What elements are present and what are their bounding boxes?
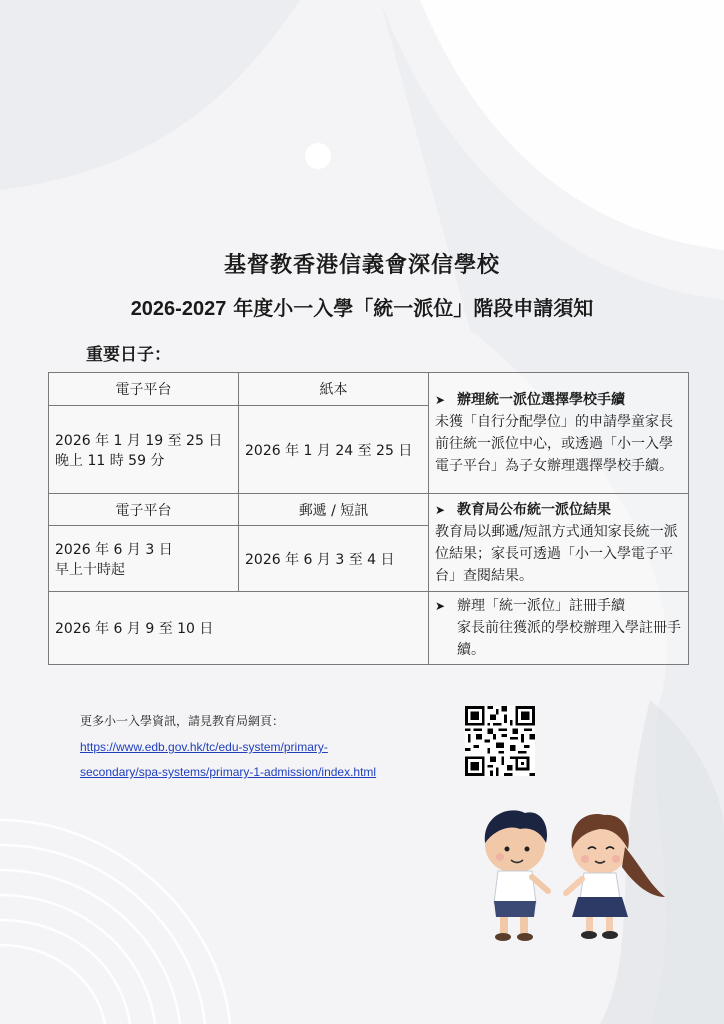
info-description: 教育局以郵遞/短訊方式通知家長統一派位結果；家長可透過「小一入學電子平台」查閱結果。	[435, 523, 678, 584]
table-header-cell: 紙本	[239, 373, 429, 406]
arrowhead-bullet-icon: ➤	[435, 599, 446, 613]
schedule-table	[48, 372, 689, 665]
qr-code-icon[interactable]	[465, 706, 535, 776]
date-line: 2026 年 6 月 3 日	[55, 541, 173, 558]
edb-link-line1[interactable]: https://www.edb.gov.hk/tc/edu-system/primary-	[80, 740, 328, 754]
subtitle-text: 年度小一入學「統一派位」階段申請須知	[226, 296, 594, 320]
arrowhead-bullet-icon: ➤	[435, 393, 446, 407]
date-line: 2026 年 1 月 19 至 25 日	[55, 432, 223, 449]
info-heading: 辦理統一派位選擇學校手續	[457, 392, 625, 408]
info-heading: 教育局公布統一派位結果	[457, 501, 611, 518]
table-header-cell: 電子平台	[49, 494, 239, 526]
table-header-cell: 電子平台	[49, 373, 239, 406]
more-info-text: 更多小一入學資訊，請見教育局網頁：	[80, 714, 285, 728]
school-name-title: 基督教香港信義會深信學校	[223, 253, 500, 278]
time-line: 晚上 11 時 59 分	[55, 452, 165, 469]
edb-link-line2[interactable]: secondary/spa-systems/primary-1-admission/index.html	[80, 765, 377, 779]
info-cell-registration	[429, 592, 689, 665]
time-line: 早上十時起	[55, 561, 125, 578]
info-cell-allocation-results	[429, 494, 689, 592]
notice-subtitle	[0, 292, 724, 321]
girl-mascot	[566, 814, 665, 939]
children-mascot-illustration	[470, 805, 670, 945]
table-cell	[49, 526, 239, 592]
important-dates-heading: 重要日子：	[86, 345, 171, 365]
table-header-cell: 郵遞 / 短訊	[239, 494, 429, 526]
info-cell-school-selection	[429, 373, 689, 494]
info-description: 家長前往獲派的學校辦理入學註冊手續。	[457, 620, 681, 658]
subtitle-year: 2026-2027	[130, 298, 227, 320]
boy-mascot	[485, 810, 548, 941]
arrowhead-bullet-icon: ➤	[435, 502, 446, 517]
table-cell: 2026 年 1 月 24 至 25 日	[239, 406, 429, 494]
table-cell	[49, 406, 239, 494]
table-cell: 2026 年 6 月 9 至 10 日	[49, 592, 429, 665]
table-cell: 2026 年 6 月 3 至 4 日	[239, 526, 429, 592]
info-heading: 辦理「統一派位」註冊手續	[457, 598, 625, 614]
info-description: 未獲「自行分配學位」的申請學童家長前往統一派位中心，或透過「小一入學電子平台」為子女辦理選擇學校手續。	[435, 414, 673, 474]
